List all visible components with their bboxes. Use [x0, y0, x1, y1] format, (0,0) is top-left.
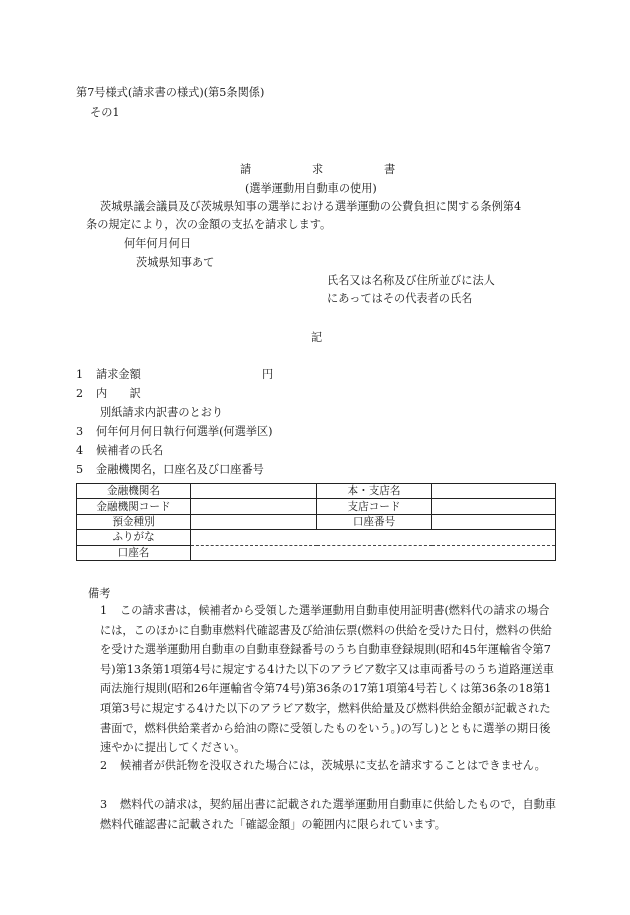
addressee: 茨城県知事あて — [136, 256, 215, 269]
date-text: 何年何月何日 — [124, 237, 192, 250]
page-subtitle: (選挙運動用自動車の使用) — [245, 182, 377, 195]
table-row — [77, 514, 556, 529]
account-number-label: 口座番号 — [317, 514, 432, 529]
claimant-line-2: にあってはその代表者の氏名 — [327, 292, 473, 305]
intro-line-2: 条の規定により，次の金額の支払を請求します。 — [86, 218, 332, 231]
intro-line-1: 茨城県議会議員及び茨城県知事の選挙における選挙運動の公費負担に関する条例第4 — [100, 200, 522, 213]
note-2-number: 2 — [100, 759, 108, 772]
account-name-label: 口座名 — [77, 545, 191, 560]
item-1-number: 1 — [76, 368, 84, 381]
branch-code-label: 支店コード — [317, 499, 432, 514]
item-2-number: 2 — [76, 387, 84, 400]
title-char-3: 書 — [384, 163, 396, 176]
title-char-1: 請 — [240, 163, 252, 176]
bank-code-field[interactable] — [191, 499, 317, 514]
account-number-field[interactable] — [432, 514, 556, 529]
note-1 — [100, 601, 558, 758]
item-1-unit: 円 — [262, 368, 274, 381]
bank-name-label: 金融機関名 — [77, 484, 191, 499]
branch-name-label: 本・支店名 — [317, 484, 432, 499]
note-3 — [100, 795, 558, 834]
item-3-label: 何年何月何日執行何選挙(何選挙区) — [96, 425, 273, 438]
branch-name-field[interactable] — [432, 484, 556, 499]
table-row — [77, 530, 556, 545]
bank-code-label: 金融機関コード — [77, 499, 191, 514]
note-2 — [100, 756, 558, 776]
branch-code-field[interactable] — [432, 499, 556, 514]
item-5-label: 金融機関名，口座名及び口座番号 — [96, 463, 264, 476]
table-row — [77, 484, 556, 499]
deposit-type-field[interactable] — [191, 514, 317, 529]
ki-heading: 記 — [311, 331, 323, 344]
table-row — [77, 499, 556, 514]
notes-heading: 備考 — [88, 587, 111, 600]
item-2-detail: 別紙請求内訳書のとおり — [100, 406, 224, 419]
furigana-label: ふりがな — [77, 530, 191, 545]
note-1-number: 1 — [100, 604, 108, 617]
item-5-number: 5 — [76, 463, 84, 476]
title-char-2: 求 — [312, 163, 324, 176]
item-4-label: 候補者の氏名 — [96, 444, 164, 457]
account-name-field[interactable] — [191, 545, 556, 560]
claimant-line-1: 氏名又は名称及び住所並びに法人 — [327, 274, 495, 287]
item-1-label: 請求金額 — [96, 368, 141, 381]
table-row — [77, 545, 556, 560]
note-1-text: この請求書は，候補者から受領した選挙運動用自動車使用証明書(燃料代の請求の場合には，このほかに自動車燃料代確認書及び給油伝票(燃料の供給を受けた日付，燃料の供給を受けた選挙運動用自動車の自動車登録番号のうち自動車登録規則(昭和45年運輸省令第7号)第13条第1項第4号に規定する4けた以下のアラビア数字又は車両番号のうち道路運送車両法施行規則(昭和26年運輸省令第74号)第36条の17第1項第4号若しくは第36条の18第1項第3号に規定する4けた以下のアラビア数字，燃料供給量及び燃料供給金額が記載された書面で，燃料供給業者から給油の際に受領したものをいう。)の写し)とともに選挙の期日後速やかに提出してください。 — [100, 604, 554, 755]
deposit-type-label: 預金種別 — [77, 514, 191, 529]
item-4-number: 4 — [76, 444, 84, 457]
item-3-number: 3 — [76, 425, 84, 438]
note-3-text: 燃料代の請求は，契約届出書に記載された選挙運動用自動車に供給したもので，自動車燃料代確認書に記載された「確認金額」の範囲内に限られています。 — [100, 798, 557, 831]
bank-account-table — [76, 483, 556, 561]
note-3-number: 3 — [100, 798, 108, 811]
bank-name-field[interactable] — [191, 484, 317, 499]
furigana-field[interactable] — [191, 530, 556, 545]
form-code: 第7号様式(請求書の様式)(第5条関係) — [76, 86, 265, 99]
form-sub: その1 — [90, 106, 120, 119]
item-2-label: 内 訳 — [96, 387, 141, 400]
note-2-text: 候補者が供託物を没収された場合には，茨城県に支払を請求することはできません。 — [120, 759, 546, 772]
